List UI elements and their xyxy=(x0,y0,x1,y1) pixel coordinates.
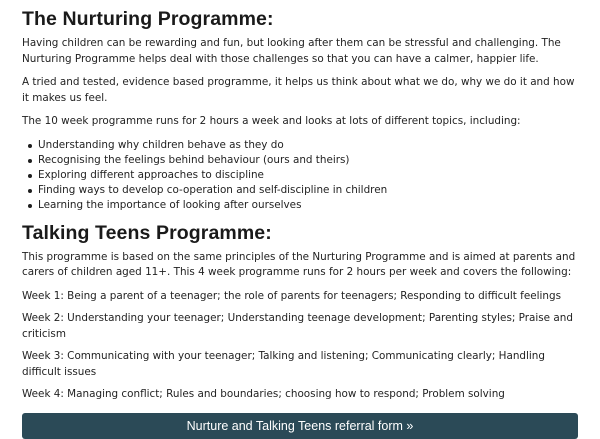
nurturing-programme-heading: The Nurturing Programme: xyxy=(22,8,274,30)
talking-teens-heading: Talking Teens Programme: xyxy=(22,221,272,244)
nurturing-description: A tried and tested, evidence based programme, it helps us think about what we do, why we do it and how it makes us feel. xyxy=(22,76,575,104)
list-item: Understanding why children behave as they do xyxy=(38,138,578,153)
nurturing-programme-section xyxy=(22,8,578,214)
nurturing-topics-intro: The 10 week programme runs for 2 hours a week and looks at lots of different topics, including: xyxy=(22,115,521,127)
week-item: Week 3: Communicating with your teenager; Talking and listening; Communicating clearly; Handling difficult issues xyxy=(22,350,545,378)
talking-teens-intro: This programme is based on the same principles of the Nurturing Programme and is aimed at parents and carers of children aged 11+. This 4 week programme runs for 2 hours per week and covers the following: xyxy=(22,250,576,279)
referral-form-button[interactable]: Nurture and Talking Teens referral form » xyxy=(22,413,578,439)
week-item: Week 1: Being a parent of a teenager; the role of parents for teenagers; Responding to difficult feelings xyxy=(22,289,561,302)
talking-teens-section xyxy=(22,222,578,403)
week-item: Week 4: Managing conflict; Rules and boundaries; choosing how to respond; Problem solving xyxy=(22,388,505,401)
nurturing-topics-list xyxy=(22,138,578,214)
list-item: Finding ways to develop co-operation and self-discipline in children xyxy=(38,183,578,198)
list-item: Recognising the feelings behind behaviour (ours and theirs) xyxy=(38,153,578,168)
week-item: Week 2: Understanding your teenager; Understanding teenage development; Parenting styles; Praise and criticism xyxy=(22,312,573,340)
list-item: Exploring different approaches to discipline xyxy=(38,168,578,183)
nurturing-intro: Having children can be rewarding and fun, but looking after them can be stressful and challenging. The Nurturing Programme helps deal with those challenges so that you can have a calmer, happier life. xyxy=(22,37,561,65)
list-item: Learning the importance of looking after ourselves xyxy=(38,198,578,213)
